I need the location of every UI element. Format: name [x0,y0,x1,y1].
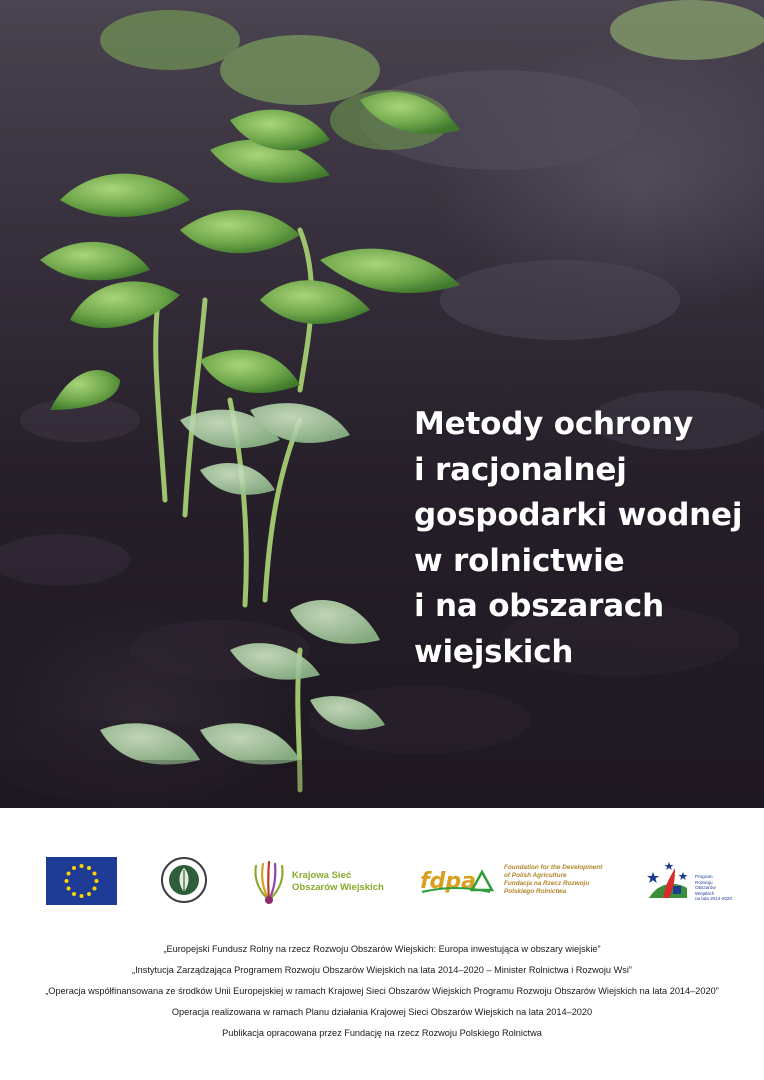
ministry-emblem-icon [160,856,208,904]
title-line: gospodarki wodnej [414,497,743,533]
fdpa-logo-icon [420,860,620,900]
footer-line: „Operacja współfinansowana ze środków Unii Europejskiej w ramach Krajowej Sieci Obszarów Wiejskich Programu Rozwoju Obszarów Wiejskich na lata 2014–2020” [45,986,719,996]
fdpa-logo-text: Foundation for the Development of Polish Agriculture Fundacja na Rzecz Rozwoju Polskiego Rolnictwa [504,864,603,895]
funding-footer [0,939,764,1044]
cover-title [414,402,754,675]
fdpa-wordmark: fdpa [420,869,476,894]
title-line: i na obszarach [414,588,664,624]
footer-line: Publikacja opracowana przez Fundację na rzecz Rozwoju Polskiego Rolnictwa [222,1028,542,1038]
ksow-logo-icon [248,856,388,906]
title-line: i racjonalnej [414,451,627,488]
prow-logo-text: Program Rozwoju Obszarów Wiejskich na lata 2014-2020 [695,874,733,902]
sponsor-logos-bar [0,848,764,912]
footer-line: „Europejski Fundusz Rolny na rzecz Rozwoju Obszarów Wiejskich: Europa inwestująca w obszary wiejskie” [163,944,601,954]
footer-line: „Instytucja Zarządzająca Programem Rozwoju Obszarów Wiejskich na lata 2014–2020 – Minister Rolnictwa i Rozwoju Wsi” [132,965,632,975]
eu-flag-icon [46,857,117,905]
title-line: w rolnictwie [414,542,625,579]
ksow-logo-text: Krajowa Sieć Obszarów Wiejskich [292,870,384,893]
title-line: wiejskich [414,633,574,670]
title-line: Metody ochrony [414,406,693,442]
prow-logo-icon [643,858,733,904]
footer-line: Operacja realizowana w ramach Planu działania Krajowej Sieci Obszarów Wiejskich na lata 2014–2020 [171,1007,593,1017]
